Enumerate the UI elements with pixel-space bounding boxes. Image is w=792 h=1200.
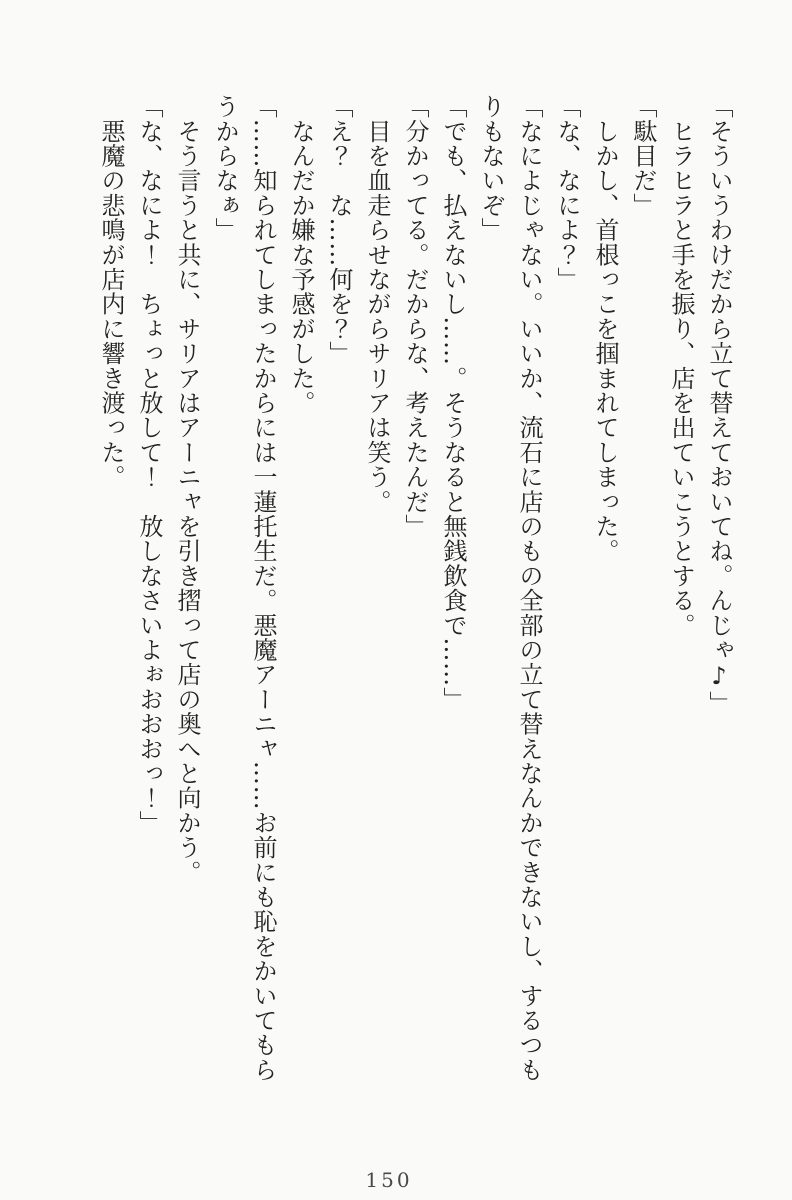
text-line: なんだか嫌な予感がした。 xyxy=(287,94,315,416)
text-line: 「なによじゃない。いいか、流石に店のもの全部の立て替えなんかできないし、するつも xyxy=(515,94,543,1082)
text-line: そう言うと共に、サリアはアーニャを引き摺って店の奥へと向かう。 xyxy=(173,94,201,885)
text-line: 「な、なによ！ ちょっと放して！ 放しなさいよぉおおおっ！」 xyxy=(135,94,163,835)
text-line: しかし、首根っこを掴まれてしまった。 xyxy=(591,94,619,564)
text-line: 「駄目だ」 xyxy=(629,94,657,218)
vertical-text-block xyxy=(92,94,738,1106)
text-line: うからなぁ」 xyxy=(211,94,239,243)
text-line: 「……知られてしまったからには一蓮托生だ。悪魔アーニャ……お前にも恥をかいてもら xyxy=(249,94,277,1082)
text-line: 「そういうわけだから立て替えておいてね。んじゃ♪」 xyxy=(705,94,733,716)
text-line: 目を血走らせながらサリアは笑う。 xyxy=(363,94,391,514)
text-line: 「な、なによ？」 xyxy=(553,94,581,292)
page-number: 150 xyxy=(365,1168,413,1192)
text-line: 悪魔の悲鳴が店内に響き渡った。 xyxy=(97,94,125,490)
text-line: ヒラヒラと手を振り、店を出ていこうとする。 xyxy=(667,94,695,638)
text-line: 「でも、払えないし……。そうなると無銭飲食で……」 xyxy=(439,94,467,712)
text-line: 「え？ な……何を？」 xyxy=(325,94,353,366)
text-line: 「分かってる。だからな、考えたんだ」 xyxy=(401,94,429,539)
text-line: りもないぞ」 xyxy=(477,94,505,243)
